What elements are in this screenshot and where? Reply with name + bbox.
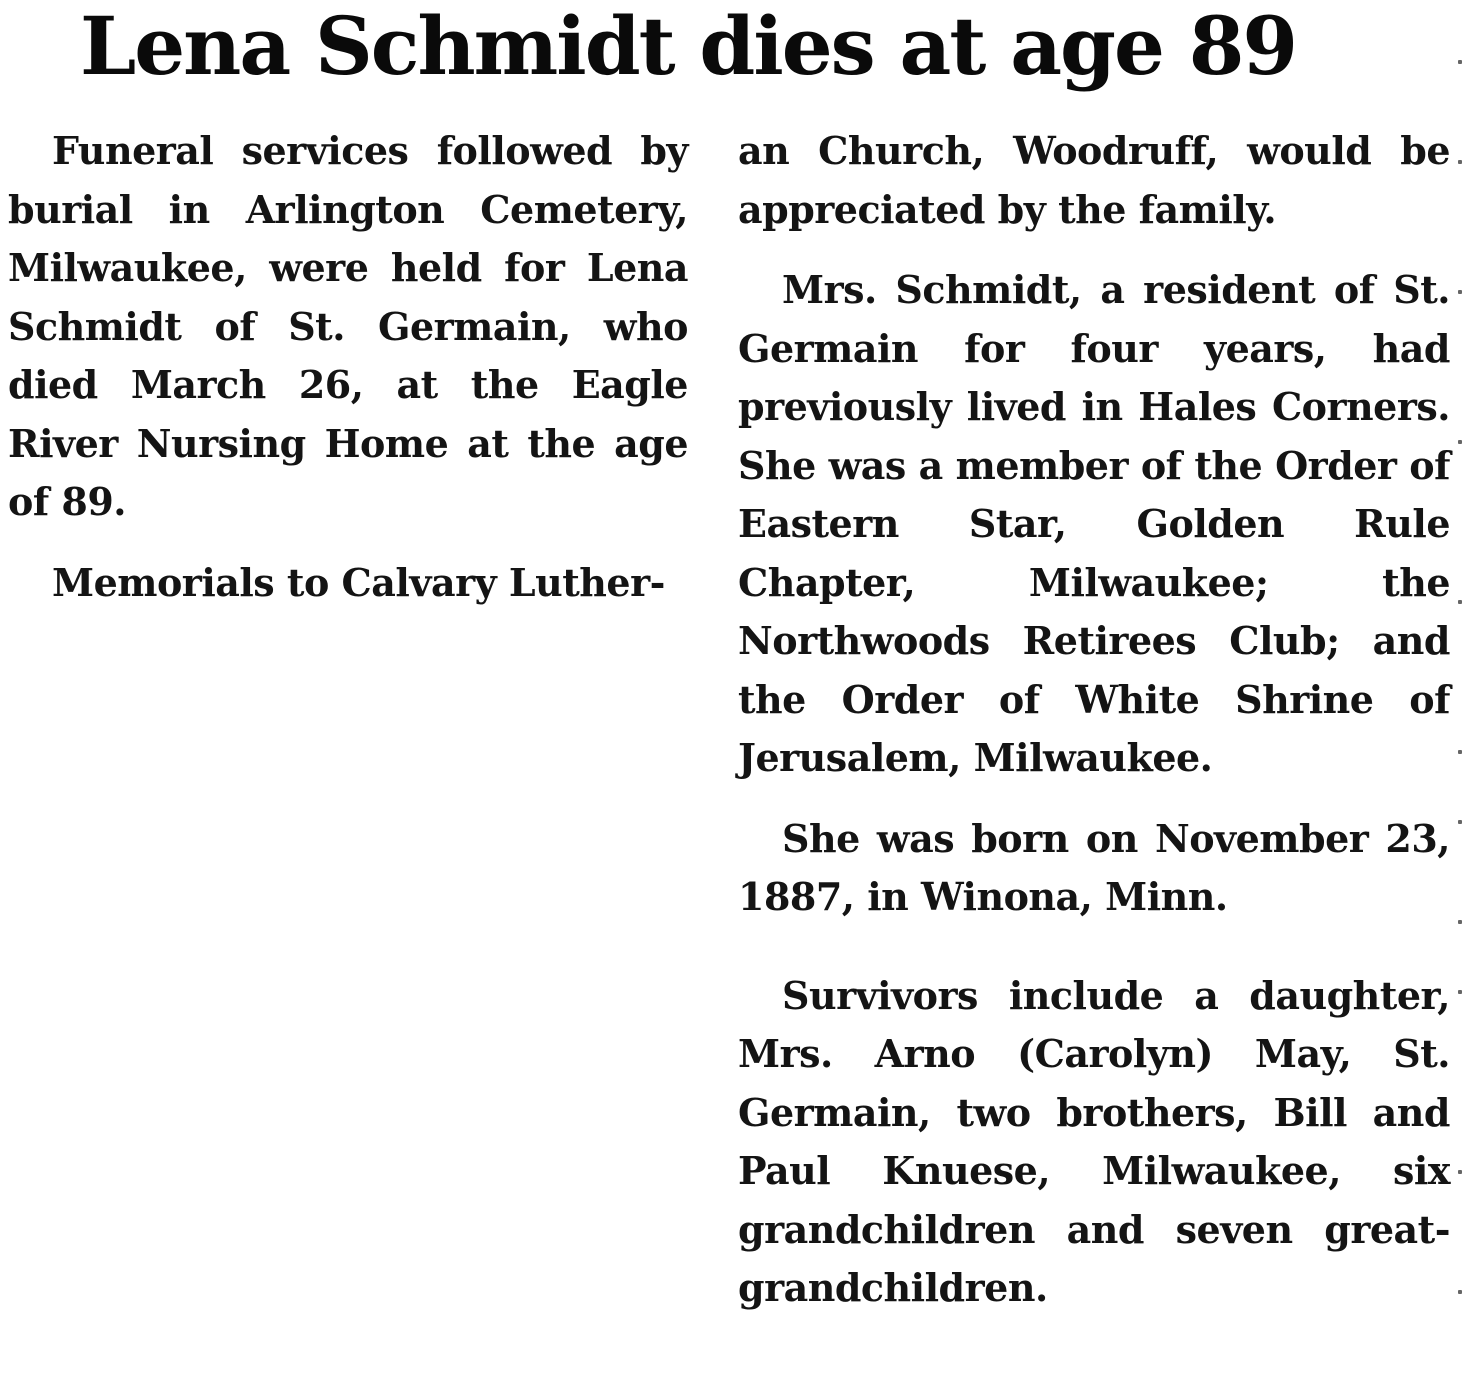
paragraph-funeral-services: Funeral services followed by burial in Arlington Cemetery, Milwaukee, were held for Lena Schmidt of St. Germain, who died March 26, at the Eagle River Nursing Home at the age of 89.: [8, 128, 688, 524]
paragraph-birth: She was born on November 23, 1887, in Winona, Minn.: [738, 815, 1450, 919]
scan-edge-marks: [1458, 40, 1472, 1360]
paragraph-residence-memberships: Mrs. Schmidt, a resident of St. Germain for four years, had previously lived in Hales Corners. She was a member of the Order of Eastern Star, Golden Rule Chapter, Milwaukee; the Northwoods Retirees Club; and the Order of White Shrine of Jerusalem, Milwaukee.: [738, 267, 1450, 780]
headline: Lena Schmidt dies at age 89: [80, 0, 1297, 93]
paragraph-survivors: Survivors include a daughter, Mrs. Arno (Carolyn) May, St. Germain, two brothers, Bill and Paul Knuese, Milwaukee, six grandchildren and seven great-grandchildren.: [738, 972, 1450, 1310]
right-column: [738, 122, 1450, 1318]
paragraph-memorials-continued: an Church, Woodruff, would be appreciated by the family.: [738, 128, 1450, 232]
paragraph-memorials-start: Memorials to Calvary Luther-: [52, 559, 665, 605]
left-column: [8, 122, 688, 612]
